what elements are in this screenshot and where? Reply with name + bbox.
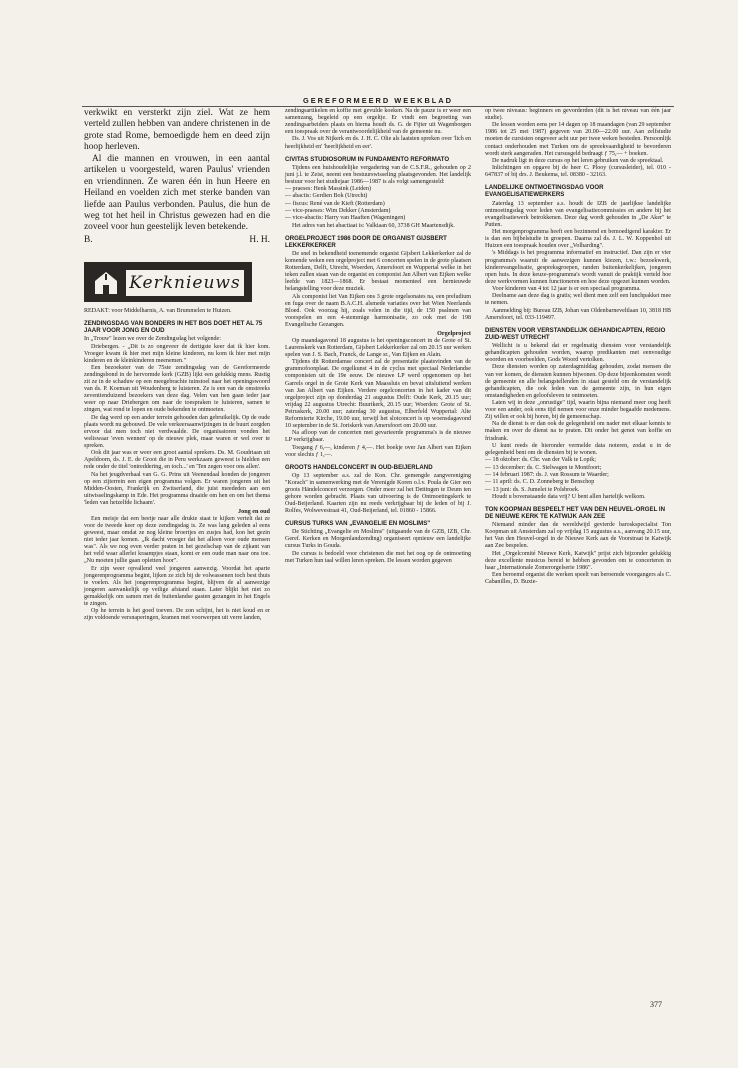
- column-2: [285, 108, 471, 565]
- list-item: — 11 april: ds. C. D. Zonneberg te Benschop: [485, 479, 595, 486]
- subheading: Orgelproject: [437, 329, 471, 337]
- paragraph: De cursus is bedoeld voor christenen die met het oog op de ontmoeting met Turken hun taal willen leren spreken. De lessen worden gegeven: [285, 550, 471, 564]
- paragraph: Na afloop van de concerten met gevarieerde programma's is de nieuwe LP verkrijgbaar.: [285, 430, 471, 444]
- paragraph: Deelname aan deze dag is gratis; wel dient men zelf een lunchpakket mee te nemen.: [485, 293, 671, 307]
- paragraph: Een meisje dat een beetje naar alle drukte staat te kijken vertelt dat ze voor de tweede keer op deze zendingsdag is. Ze was lang geleden al eens geweest, maar omdat ze nog kleine broertjes en zusjes had, kon het gezin niet ieder jaar komen. „Ik dacht vroeger dat het alleen voor oude mensen was". Als we nog even verder praten in het gezelschap van de zijkant van het veld waar allerlei kraampjes staan, komt er een oude man naar ons toe. „Nu moeten jullie gaan opletten hoor".: [84, 516, 270, 565]
- paragraph: U kunt reeds de hieronder vermelde data noteren, zodat u in de gelegenheid bent om de diensten bij te wonen.: [485, 442, 671, 456]
- paragraph: Zaterdag 13 september a.s. houdt de IZB de jaarlijkse landelijke ontmoetingsdag voor leden van evangelisatiecommissies en andere bij het evangelisatiewerk betrokkenen. Deze dag wordt gehouden in „De Aker" te Putten.: [485, 200, 671, 228]
- column-3: [485, 108, 671, 587]
- signature-left: B.: [84, 234, 93, 245]
- lead-text: [84, 108, 270, 246]
- section-heading: ZENDINGSDAG VAN BONDERS IN HET BOS DOET HET AL 75 JAAR VOOR JONG EN OUD: [84, 320, 263, 335]
- paragraph: Op maandagavond 18 augustus is het openingsconcert in de Grote of St. Laurenskerk van Rotterdam, Gijsbert Lekkerkerker zal om 20.15 uur werken spelen van J. S. Bach, Franck, de Lange sr., Van Eijken en Alain.: [285, 337, 471, 359]
- paragraph: Tijdens dit Rotterdamse concert zal de presentatie plaatsvinden van de grammofoonplaat. De orgelkunst 4 in de cyclus met speciaal Nederlandse componisten uit de 19e eeuw. De nieuwe LP werd opgenomen op het Garrels orgel in de Grote Kerk van Maassluis en bevat uitsluitend werken van Jan Albert van Eijken. Verdere orgelconcerten in het kader van dit orgelproject zijn op donderdag 21 augustus Delft: Oude Kerk, 20.15 uur; vrijdag 22 augustus Utrecht: Buurtkerk, 20.15 uur; Woerden: Grote of St. Petruskerk, 20.00 uur; zaterdag 30 augustus, Elberfeld Wuppertal: Alte Reformierte Kirche, 19.00 uur, terwijl het slotconcert is op woensdagavond 10 september in de St. Joriskerk van Amersfoort om 20.00 uur.: [285, 359, 471, 429]
- list-item: — abactis: Gerdien Bok (Utrecht): [285, 193, 368, 200]
- section-heading: CURSUS TURKS VAN „EVANGELIE EN MOSLIMS": [285, 519, 431, 527]
- church-icon: [93, 271, 119, 295]
- paragraph: Als componist liet Van Eijken ons 3 grote orgelsonates na, een preludium en fuga over de naam B.A.C.H. alsmede variaties over het Wien Neerlands Bloed. Ook voorzag hij, zoals velen in die tijd, de 150 psalmen van voorspelen en een 4-stemmige harmonisatie, zo ook met de 198 Evangelische Gezangen.: [285, 293, 471, 328]
- header-rule: [82, 106, 674, 107]
- list-item: — vice-praeses: Wim Dekker (Amsterdam): [285, 208, 391, 215]
- paragraph: Driebergen. - „Dit is zo ongeveer de dertigste keer dat ik hier kom. Vroeger kwam ik hier met mijn kleine kinderen, nu kom ik hier met mijn kinderen en de kleinkinderen meenemen.": [84, 343, 270, 364]
- paragraph: Na het jeugdverhaal van G. G. Prins uit Veenendaal konden de jongeren op een zijterrein een eigen programma volgen. Er waren jongeren uit het Midden-Oosten, Frankrijk en Zwitserland, die juist meededen aan een uitwisselingskamp in Ede. Het programma draaide om hen en om het thema 'leden van hetzelfde lichaam'.: [84, 471, 270, 506]
- paragraph: Deze diensten worden op zaterdagmiddag gehouden, zodat mensen die van ver komen, de diensten kunnen bijwonen. Op deze bijeenkomsten wordt de gemeente en alle belangstellenden in staat gesteld om de verstandelijk gehandicapten, die ook leden van de gemeente zijn, in hun eigen omstandigheden en geloofsleven te ontmoeten.: [485, 364, 671, 399]
- paragraph: De lessen worden eens per 14 dagen op 18 maandagen (van 29 september 1986 tot 25 mei 1987) gegeven van 20.00—22.00 uur. Aan zelfstudie moeten de cursisten ongeveer acht uur per twee weken besteden. Persoonlijk contact onderhouden met Turken om de spreekvaardigheid te bevorderen wordt sterk aangeraden. Het cursusgeld bedraagt ƒ 75,— + boeken.: [485, 122, 671, 157]
- section-heading: DIENSTEN VOOR VERSTANDELIJK GEHANDICAPTEN, REGIO ZUID-WEST UTRECHT: [485, 326, 666, 341]
- paragraph: Inlichtingen en opgave bij de heer C. Plooy (cursusleider), tel. 010 - 647837 of bij drs. J. Beukema, tel. 08380 - 32163.: [485, 165, 671, 179]
- paragraph: Het morgenprogramma heeft een bezinnend en bemoedigend karakter. Er is dan een bijbelstudie in groepen. Daarna zal ds. J. L. W. Koppenhol uit Huizen een toespraak houden over „Volharding".: [485, 229, 671, 250]
- list-item: — vice-abactis: Harry van Haaften (Wageningen): [285, 215, 406, 222]
- list-item: — 18 oktober: ds. Chr. van der Valk te Lopik;: [485, 457, 596, 464]
- paragraph: Niemand minder dan de wereldwijd gevierde baroskspecialist Ton Koopman uit Amsterdam zal op vrijdag 15 augustus a.s., aanvang 20.15 uur, het Van den Heuvel-orgel in de Nieuwe Kerk aan de Voorstraat te Katwijk aan Zee bespelen.: [485, 522, 671, 550]
- paragraph: De snel in bekendheid toenemende organist Gijsbert Lekkerkerker zal de komende weken een orgelproject met 6 concerten spelen in de grote plaatsen Rotterdam, Delft, Utrecht, Woerden, Amersfoort en Wuppertal welke in het teken zullen staan van de organist en componist Jan Albert van Eijken welke leefde van 1823—1868. Er bestaat momenteel een hernieuwde belangstelling voor deze muziek.: [285, 251, 471, 293]
- signature-right: H. H.: [249, 234, 270, 245]
- running-header: GEREFORMEERD WEEKBLAD: [303, 96, 453, 105]
- list-item: — 14 februari 1987: ds. J. van Rossum te Waarder;: [485, 471, 609, 478]
- paragraph: Ook dit jaar was er weer een groot aantal sprekers. Ds. M. Goudriaan uit Apeldoorn, ds. J. E. de Groot die in Peru werkzaam geweest is hielden een rede onder de titel 'ontredderïng, en toch...' en 'Ten zegen voor ons allen'.: [84, 450, 270, 471]
- section-heading: TON KOOPMAN BESPEELT HET VAN DEN HEUVEL-ORGEL IN DE NIEUWE KERK TE KATWIJK AAN ZEE: [485, 506, 666, 521]
- list-item: — praeses: Henk Massink (Leiden): [285, 186, 371, 193]
- paragraph: In „Trouw" lezen we over de Zendingsdag het volgende:: [84, 336, 221, 343]
- paragraph: De nadruk ligt in deze cursus op het leren gebruiken van de spreektaal.: [492, 157, 664, 164]
- paragraph: Op he terrein is het goed toeven. De zon schijnt, het is niet koud en er zijn voldoende versnaperingen, kramen met voorwerpen uit verre landen,: [84, 608, 270, 622]
- section-heading: CIVITAS STUDIOSORUM IN FUNDAMENTO REFORMATO: [285, 155, 450, 163]
- paragraph: verkwikt en versterkt zijn ziel. Wat ze hem verteld zullen hebben van andere christenen in de grote stad Rome, bemoedigde hem en deed zijn hoop herleven.: [84, 108, 270, 153]
- page-number: 377: [650, 1000, 662, 1009]
- section-heading: ORGELPROJECT 1986 DOOR DE ORGANIST GIJSBERT LEKKERKERKER: [285, 234, 447, 249]
- paragraph: De dag werd op een ander terrein gehouden dan gebruikelijk. Op de oude plaats wordt nu gebouwd. De vele verkeersaanwijzingen in de buurt zorgden ervoor dat men toch niet verdwaalde. De organisatoren vonden het weliswaar 'even wennen' op de nieuwe plek, maar waren er wel over te spreken.: [84, 414, 270, 449]
- column-1: [84, 108, 270, 623]
- paragraph: 's Middags is het programma informatief en instructief. Dan zijn er vier programma's waaruit de aanwezigen kunnen kiezen, t.w.: bezoekwerk, kinderevangelisatie, gespreksgroepen, randen buitenkerkelijken, jongeren open huis. In deze keuze-programma's wordt vanuit de praktijk verteld hoe deze werkvormen kunnen functioneren en hoe deze opgezet kunnen worden.: [485, 250, 671, 285]
- paragraph: De Stichting „Evangelie en Moslims" (uitgaande van de GZB, IZB, Chr. Geref. Kerken en Morgenlandzending) organiseert opnieuw een landelijke cursus Turks in Gouda.: [285, 529, 471, 550]
- redakt-note: REDAKT: voor Middelharnis, A. van Brummelen te Huizen.: [84, 308, 232, 315]
- paragraph: Al die mannen en vrouwen, in een aantal artikelen u voorgesteld, waren Paulus' vrienden en vriendinnen. Ze waren één in hun Heere en Heiland en voelden zich met sterke banden van liefde aan Paulus verbonden. Paulus, die hun de weg tot het heil in Christus gewezen had en die zoveel voor hun geestelijk leven betekende.: [84, 153, 270, 233]
- paragraph: Ds. J. Vos uit Nijkerk en ds. J. H. C. Olie als laatsten spreken over 'lich en heerlijkheid en' 'heerlijkheid en eer'.: [285, 136, 471, 150]
- paragraph: Tijdens een huishoudelijke vergadering van de C.S.F.R., gehouden op 2 juni j.l. te Zeist, neemt een bestuurswisseling plaatsgevonden. Het landelijk bestuur voor het studiejaar 1986—1987 is als volgt samengesteld:: [285, 164, 471, 185]
- list-item: — fiscus: René van de Kieft (Rotterdam): [285, 200, 385, 207]
- paragraph: Na de dienst is er dan ook de gelegenheid om nader met elkaar kennis te maken en over de dienst na te praten. Dit onder het genot van koffie en frisdrank.: [485, 421, 671, 442]
- paragraph: zendingsartikelen en koffie met gevulde koeken. Na de pauze is er weer een samenzang, begeleid op een orgeltje. Er vindt een begroeting van zendingsarbeiders plaats en hierna houdt ds. G. de Fijter uit Wagenborgen een toespraak over de verantwoordelijkheid van de gemeente nu.: [285, 108, 471, 136]
- list-item: — 13 juni: ds. S. Jumelet te Polsbroek.: [485, 486, 580, 493]
- paragraph: Op 13 september a.s. zal de Kon. Chr. gemengde zangvereniging "Korach" in samenwerking met de Verenigde Koren o.l.v. Poula de Gier een groots Händelconcert verzorgen. Onder meer zal het Dettingen te Deum ten gehore worden gebracht. Plaats van uitvoering is de Ontmoetingskerk te Oud-Beijerland. Kaarten zijn nu reeds verkrijgbaar bij de leden of bij J. Rolfes, Wolwevestraat 41, Oud-Beijerland, tel. 01860 - 15866.: [285, 472, 471, 514]
- paragraph: Laten wij in deze „onrustige" tijd, waarin bijna niemand meer oog heeft voor een ander, ook eens tijd nemen voor onze minder begaafde medemens. Zij willen er ook bij horen, bij de gemeenschap.: [485, 399, 671, 421]
- paragraph: Toegang ƒ 6,—, kinderen ƒ 4,—. Het boekje over Jan Albert van Eijken voor slechts ƒ 1,—.: [285, 444, 471, 458]
- section-heading: LANDELIJKE ONTMOETINGSDAG VOOR EVANGELISATIEWERKERS: [485, 184, 604, 199]
- paragraph: Het adres van het abactiaat is: Valkiaan 60, 3738 GH Maartensdijk.: [292, 222, 455, 229]
- paragraph: op twee niveaus: beginners en gevorderden (dit is het niveau van één jaar studie).: [485, 108, 671, 122]
- paragraph: Voor kinderen van 4 tot 12 jaar is er een speciaal programma.: [492, 286, 641, 292]
- paragraph: Houdt u bovenstaande data vrij? U bent allen hartelijk welkom.: [492, 493, 646, 500]
- kerknieuws-logo: [84, 262, 252, 302]
- paragraph: Een bezoekster van de 75ste zendingsdag van de Gereformeerde zendingsbond in de hervormde kerk (GZB) lijkt een gelukkig mens. Rustig zit ze in de schaduw op een meegebrachte tuinstoel naar het openingswoord van ds. P. Koeman uit Woudenberg te luisteren. Ze is een van de omstreeks zeventienduizend bezoekers van deze dag. Velen van hen gaan ieder jaar weer op naar Driebergen om naar de toespraken te luisteren, samen te zingen, wat rond te lopen en oude bekenden te ontmoeten.: [84, 365, 270, 414]
- list-item: — 13 december: ds. C. Stelwagen te Montfoort;: [485, 464, 602, 471]
- subheading: Jong en oud: [238, 508, 270, 516]
- paragraph: Het „Orgelcomité Nieuwe Kerk, Katwijk" prijst zich bijzonder gelukkig deze excellente musicus bereid te hebben gevonden om te concerteren in haar „Internationale Zomerorgelserie 1986".: [485, 550, 671, 571]
- logo-lettering: Kerknieuws: [125, 269, 245, 297]
- section-heading: GROOTS HANDELCONCERT IN OUD-BEIJERLAND: [285, 463, 433, 471]
- paragraph: Een beroemd organist die werken speelt van beroemde voorgangers als C. Cabanilles, D. Buxte-: [485, 572, 671, 586]
- paragraph: Wellicht is u bekend dat er regelmatig diensten voor verstandelijk gehandicapten gehouden worden, waarop predikanten met eenvoudige woorden en voorbeelden, Gods Woord vertolken.: [485, 343, 671, 364]
- signature: [84, 235, 270, 246]
- paragraph: Aanmelding bij: Bureau IZB, Johan van Oldenbarneveltlaan 10, 3818 HB Amersfoort, tel. 033-119497.: [485, 307, 671, 321]
- paragraph: Er zijn weer opvallend veel jongeren aanwezig. Voordat het aparte jongerenprogramma begint, lijken ze zich bij de volwassenen toch best thuis te voelen. Als het jongerenprogramma begint, blijven de al aanwezige jongeren aanvankelijk op veilige afstand staan. Later blijkt het niet zo gemakkelijk om samen met de buitenlandse gasten gezangen in het Engels te zingen.: [84, 565, 270, 607]
